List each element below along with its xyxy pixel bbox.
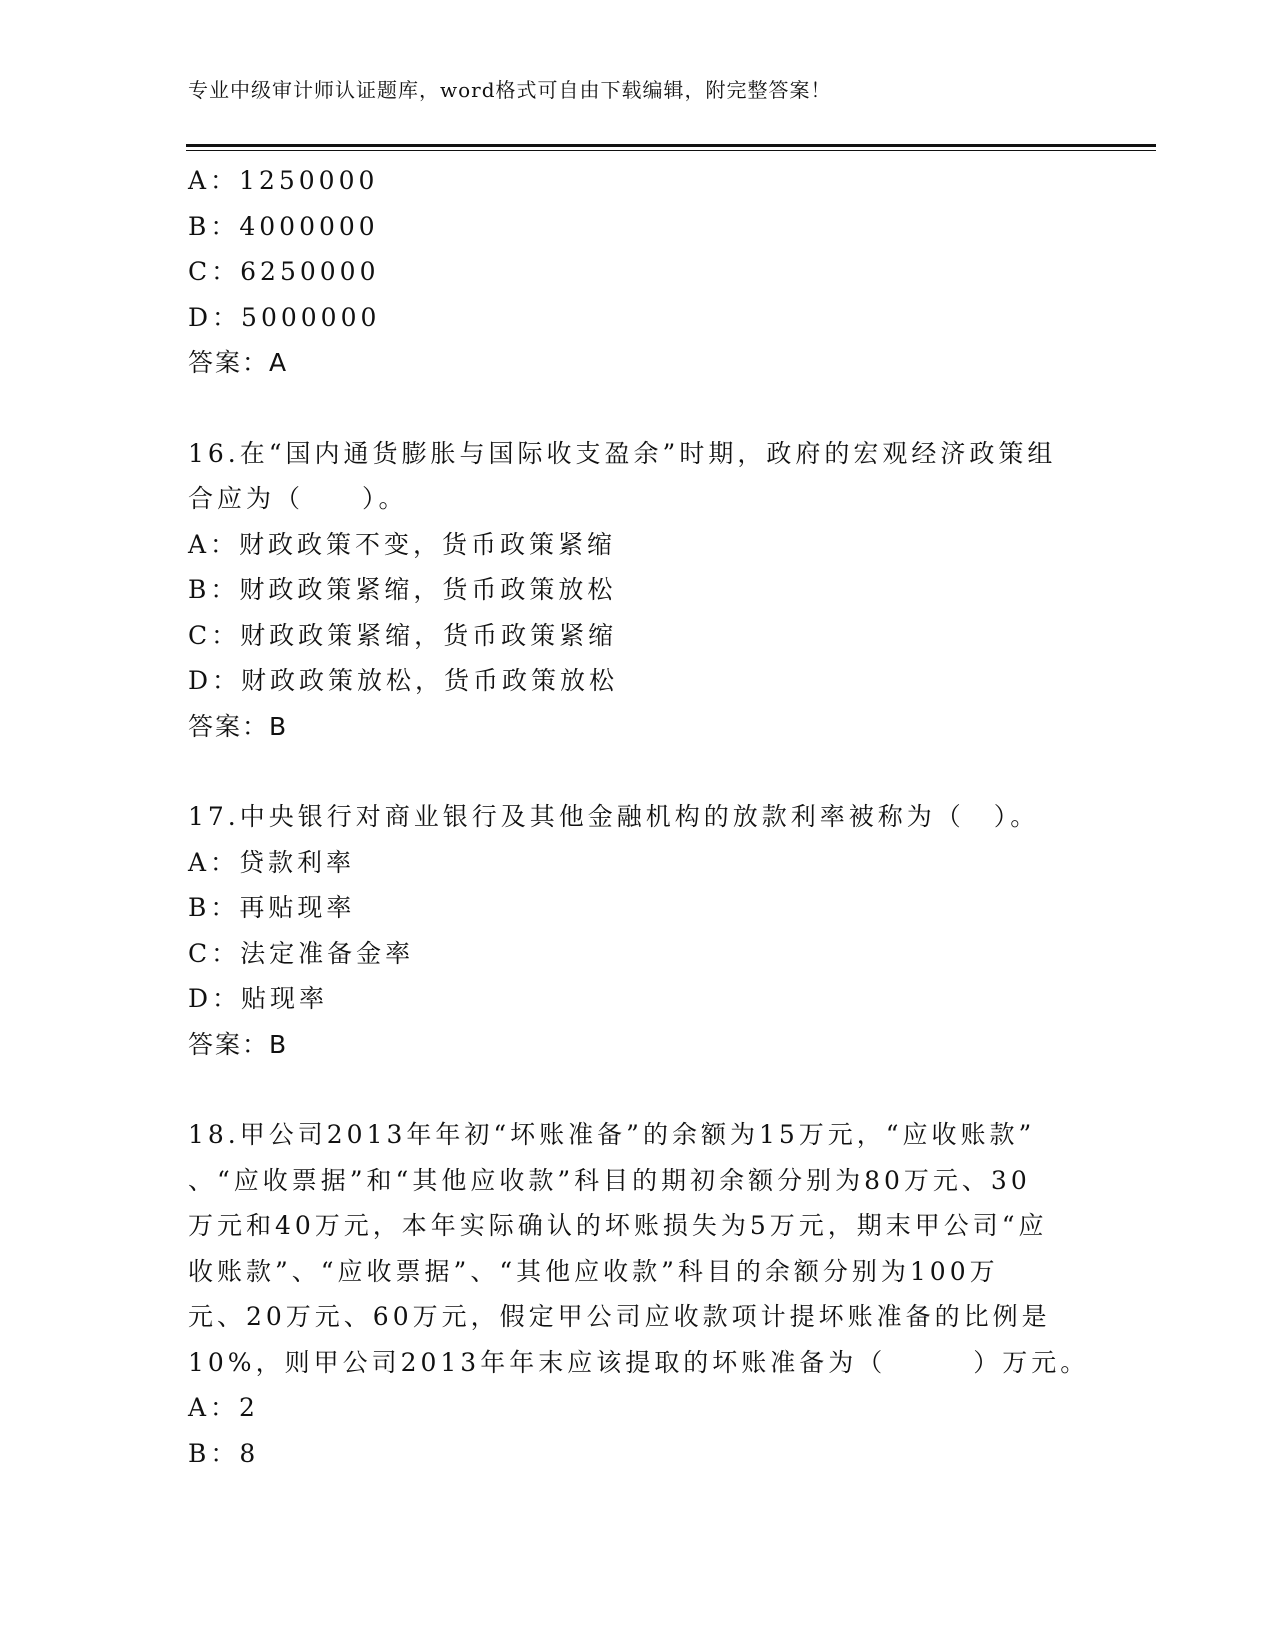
option-a: A：1250000: [188, 166, 379, 195]
question-text-line: 合应为（ ）。: [188, 484, 408, 513]
question-text-line: 元、20万元、60万元，假定甲公司应收款项计提坏账准备的比例是: [188, 1302, 1051, 1331]
option-a: A：财政政策不变，货币政策紧缩: [188, 529, 617, 559]
option-b: B：8: [188, 1438, 260, 1468]
option-d: D：贴现率: [188, 984, 329, 1013]
option-d: D：5000000: [188, 302, 381, 332]
answer: 答案：B: [188, 711, 289, 741]
spacer: [188, 749, 1088, 794]
option-d: D：财政政策放松，货币政策放松: [188, 666, 619, 695]
question-18: [188, 1112, 1088, 1476]
question-text-line: 16.在“国内通货膨胀与国际收支盈余”时期，政府的宏观经济政策组: [188, 438, 1057, 468]
option-a: A：贷款利率: [188, 847, 356, 877]
page-header: 专业中级审计师认证题库，word格式可自由下载编辑，附完整答案！: [188, 78, 832, 102]
option-c: C：财政政策紧缩，货币政策紧缩: [188, 620, 618, 650]
option-a: A：2: [188, 1393, 259, 1422]
option-c: C：6250000: [188, 257, 380, 286]
option-b: B：4000000: [188, 211, 379, 241]
question-text-line: 10%，则甲公司2013年年末应该提取的坏账准备为（ ）万元。: [188, 1347, 1090, 1377]
spacer: [188, 386, 1088, 431]
option-b: B：财政政策紧缩，货币政策放松: [188, 575, 617, 604]
answer: 答案：B: [188, 1029, 289, 1059]
spacer: [188, 1067, 1088, 1112]
question-17: [188, 794, 1088, 1067]
question-text-line: 、“应收票据”和“其他应收款”科目的期初余额分别为80万元、30: [188, 1165, 1031, 1195]
document-body: [188, 158, 1088, 1476]
header-divider-thin: [186, 150, 1156, 151]
question-text-line: 万元和40万元，本年实际确认的坏账损失为5万元，期末甲公司“应: [188, 1211, 1048, 1240]
question-text-line: 收账款”、“应收票据”、“其他应收款”科目的余额分别为100万: [188, 1256, 999, 1286]
question-text-line: 18.甲公司2013年年初“坏账准备”的余额为15万元，“应收账款”: [188, 1120, 1036, 1149]
question-15-tail: [188, 158, 1088, 386]
option-b: B：再贴现率: [188, 893, 356, 922]
option-c: C：法定准备金率: [188, 938, 415, 968]
header-divider-thick: [186, 144, 1156, 147]
answer: 答案：A: [188, 348, 289, 377]
question-text-line: 17.中央银行对商业银行及其他金融机构的放款利率被称为（ ）。: [188, 802, 1040, 831]
question-16: [188, 431, 1088, 750]
